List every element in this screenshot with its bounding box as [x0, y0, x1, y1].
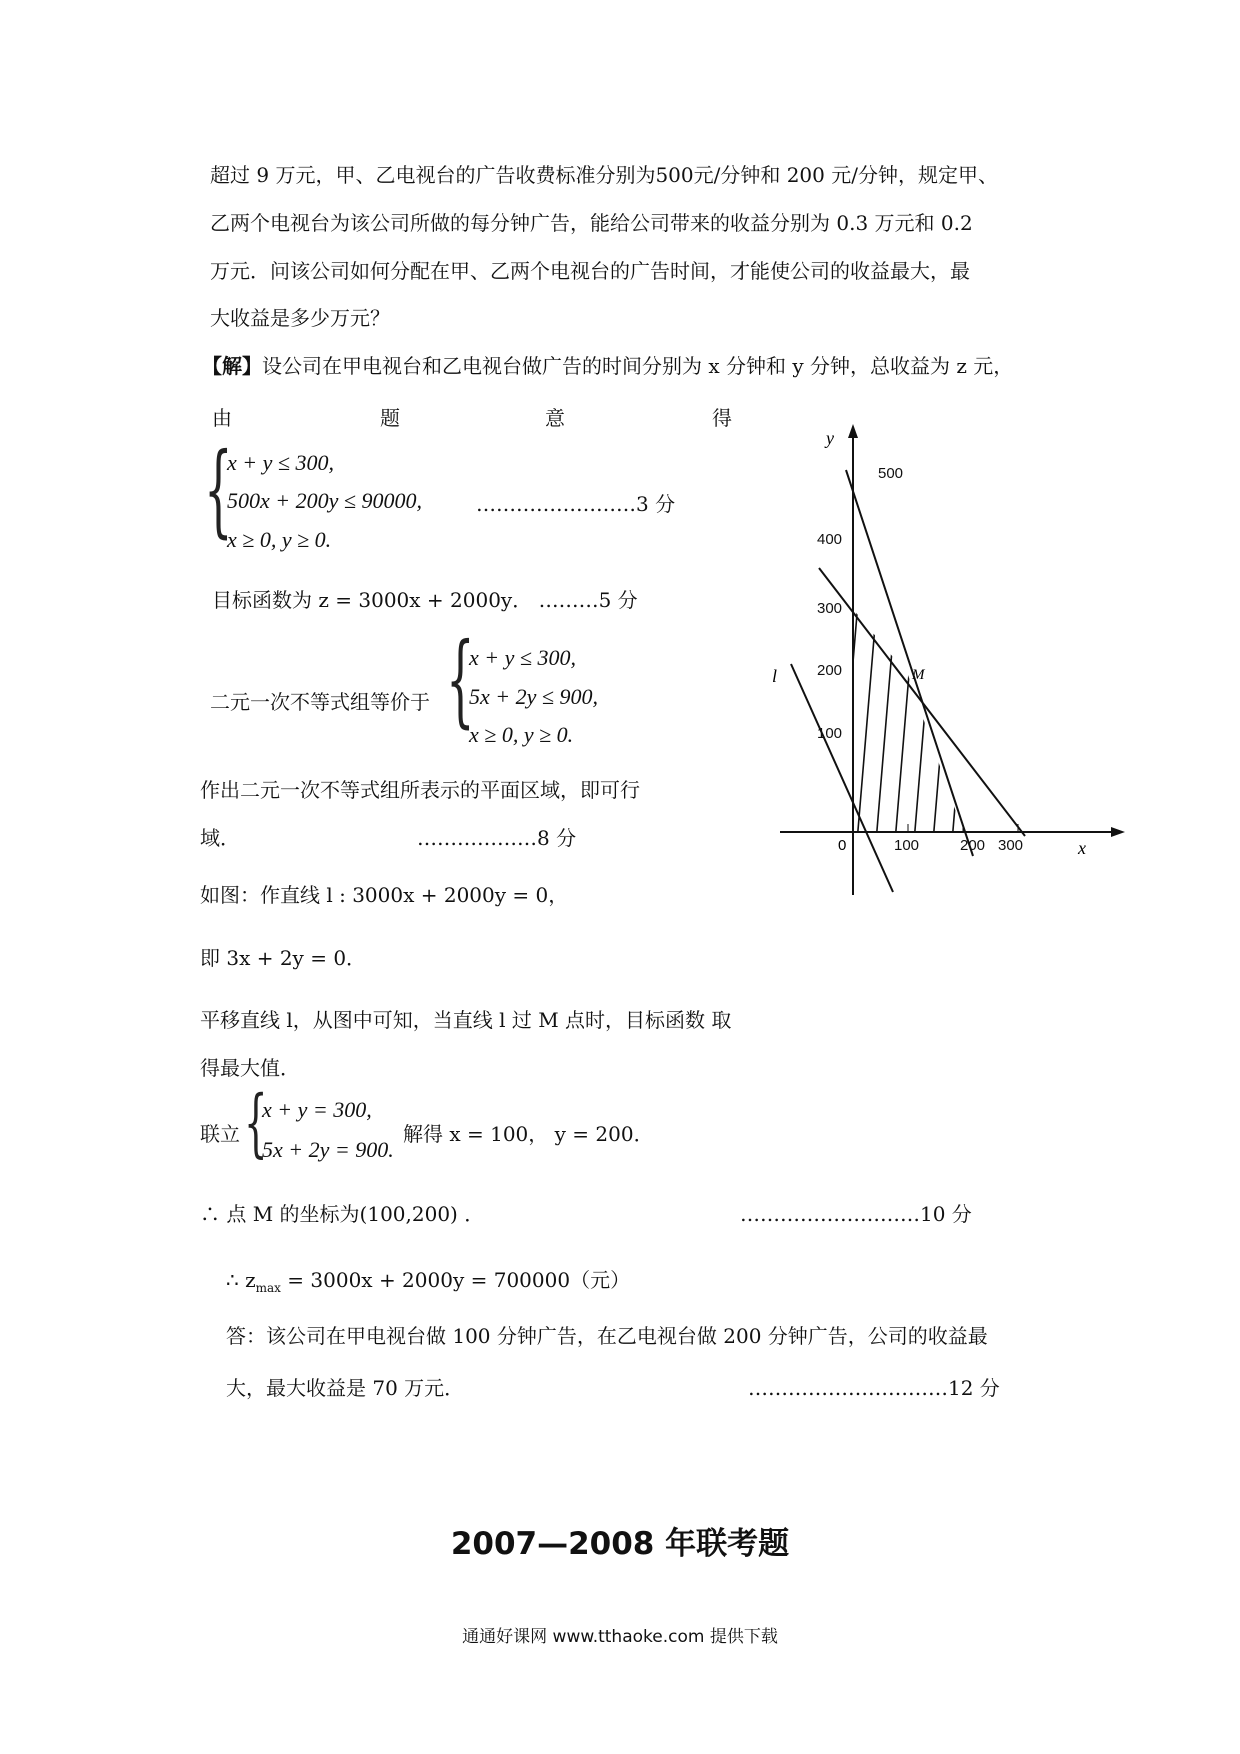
- by-problem-2: 题: [380, 406, 400, 430]
- answer-line-1: 答：该公司在甲电视台做 100 分钟广告，在乙电视台做 200 分钟广告，公司的收益最: [226, 1324, 988, 1348]
- system1-row-2: 500x + 200y ≤ 90000,: [227, 488, 422, 513]
- solution-intro-text: 设公司在甲电视台和乙电视台做广告的时间分别为 x 分钟和 y 分钟，总收益为 z 元，: [262, 354, 1014, 378]
- y-tick-label-400: 400: [817, 531, 843, 548]
- y-axis-label: y: [826, 428, 834, 448]
- y-tick-label-300: 300: [817, 600, 843, 617]
- by-problem-4: 得: [712, 406, 732, 430]
- system1-brace: {: [204, 431, 233, 548]
- problem-line-3: 万元．问该公司如何分配在甲、乙两个电视台的广告时间，才能使公司的收益最大，最: [210, 259, 970, 283]
- problem-line-1: 超过 9 万元，甲、乙电视台的广告收费标准分别为500元/分钟和 200 元/分钟，规定甲、: [210, 163, 998, 187]
- x-axis-arrow: [1111, 827, 1125, 837]
- objective-function: 目标函数为 z = 3000x + 2000y． ………5 分: [212, 588, 638, 612]
- joint-label: 联立: [200, 1122, 240, 1146]
- feasible-region-graph: [760, 420, 1130, 910]
- system2-row-1: x + y ≤ 300,: [469, 645, 576, 670]
- by-problem-3: 意: [545, 406, 565, 430]
- translate-line-2: 得最大值．: [200, 1056, 300, 1080]
- score-3: ……………………3 分: [476, 492, 676, 516]
- x-axis-label: x: [1078, 838, 1086, 858]
- point-m-label: M: [912, 667, 925, 683]
- score-10: ………………………10 分: [740, 1202, 972, 1226]
- score-8: ………………8 分: [417, 826, 577, 850]
- system3-brace: {: [244, 1080, 268, 1166]
- line-5x-plus-2y-900: [846, 470, 973, 856]
- solve-result: 解得 x = 100， y = 200．: [403, 1122, 654, 1146]
- system3-row-1: x + y = 300,: [262, 1097, 372, 1122]
- zmax-line: [226, 1266, 630, 1302]
- score-12: …………………………12 分: [748, 1376, 1000, 1400]
- zmax-rest: = 3000x + 2000y = 700000（元）: [280, 1268, 631, 1292]
- zmax-prefix: ∴ z: [226, 1268, 256, 1292]
- system2-row-3: x ≥ 0, y ≥ 0.: [469, 722, 574, 747]
- x-tick-label-200: 200: [960, 837, 986, 854]
- line-l-label: l: [772, 666, 778, 686]
- problem-line-4: 大收益是多少万元？: [210, 306, 390, 330]
- zmax-subscript: max: [255, 1281, 281, 1295]
- simplified-line: 即 3x + 2y = 0．: [200, 946, 367, 970]
- x-tick-label-300: 300: [998, 837, 1024, 854]
- y-axis-arrow: [848, 424, 858, 438]
- draw-line-l: 如图：作直线 l : 3000x + 2000y = 0，: [200, 883, 569, 907]
- system1-row-1: x + y ≤ 300,: [227, 450, 334, 475]
- origin-label: 0: [838, 837, 847, 854]
- problem-line-2: 乙两个电视台为该公司所做的每分钟广告，能给公司带来的收益分别为 0.3 万元和 0.2: [210, 211, 973, 235]
- y-tick-label-500: 500: [878, 465, 904, 482]
- system2-brace: {: [446, 621, 475, 738]
- answer-line-2: 大，最大收益是 70 万元．: [226, 1376, 465, 1400]
- translate-line-1: 平移直线 l，从图中可知，当直线 l 过 M 点时，目标函数 取: [200, 1008, 732, 1032]
- system3-row-2: 5x + 2y = 900.: [262, 1137, 394, 1162]
- section-heading: 2007—2008 年联考题: [450, 1526, 790, 1562]
- x-tick-label-100: 100: [894, 837, 920, 854]
- solution-intro: [202, 352, 1013, 380]
- system2-row-2: 5x + 2y ≤ 900,: [469, 684, 598, 709]
- region-line-1: 作出二元一次不等式组所表示的平面区域，即可行: [200, 778, 640, 802]
- point-m-coordinates: ∴ 点 M 的坐标为(100,200) ．: [200, 1202, 485, 1226]
- by-problem-1: 由: [212, 406, 232, 430]
- y-tick-label-200: 200: [817, 662, 843, 679]
- line-l: [791, 664, 893, 892]
- page-footer: 通通好课网 www.tthaoke.com 提供下载: [462, 1627, 778, 1647]
- system1-row-3: x ≥ 0, y ≥ 0.: [227, 527, 332, 552]
- solution-tag: 【解】: [202, 354, 262, 378]
- region-line-2: 域．: [200, 826, 240, 850]
- y-tick-label-100: 100: [817, 725, 843, 742]
- equivalent-label: 二元一次不等式组等价于: [210, 690, 430, 714]
